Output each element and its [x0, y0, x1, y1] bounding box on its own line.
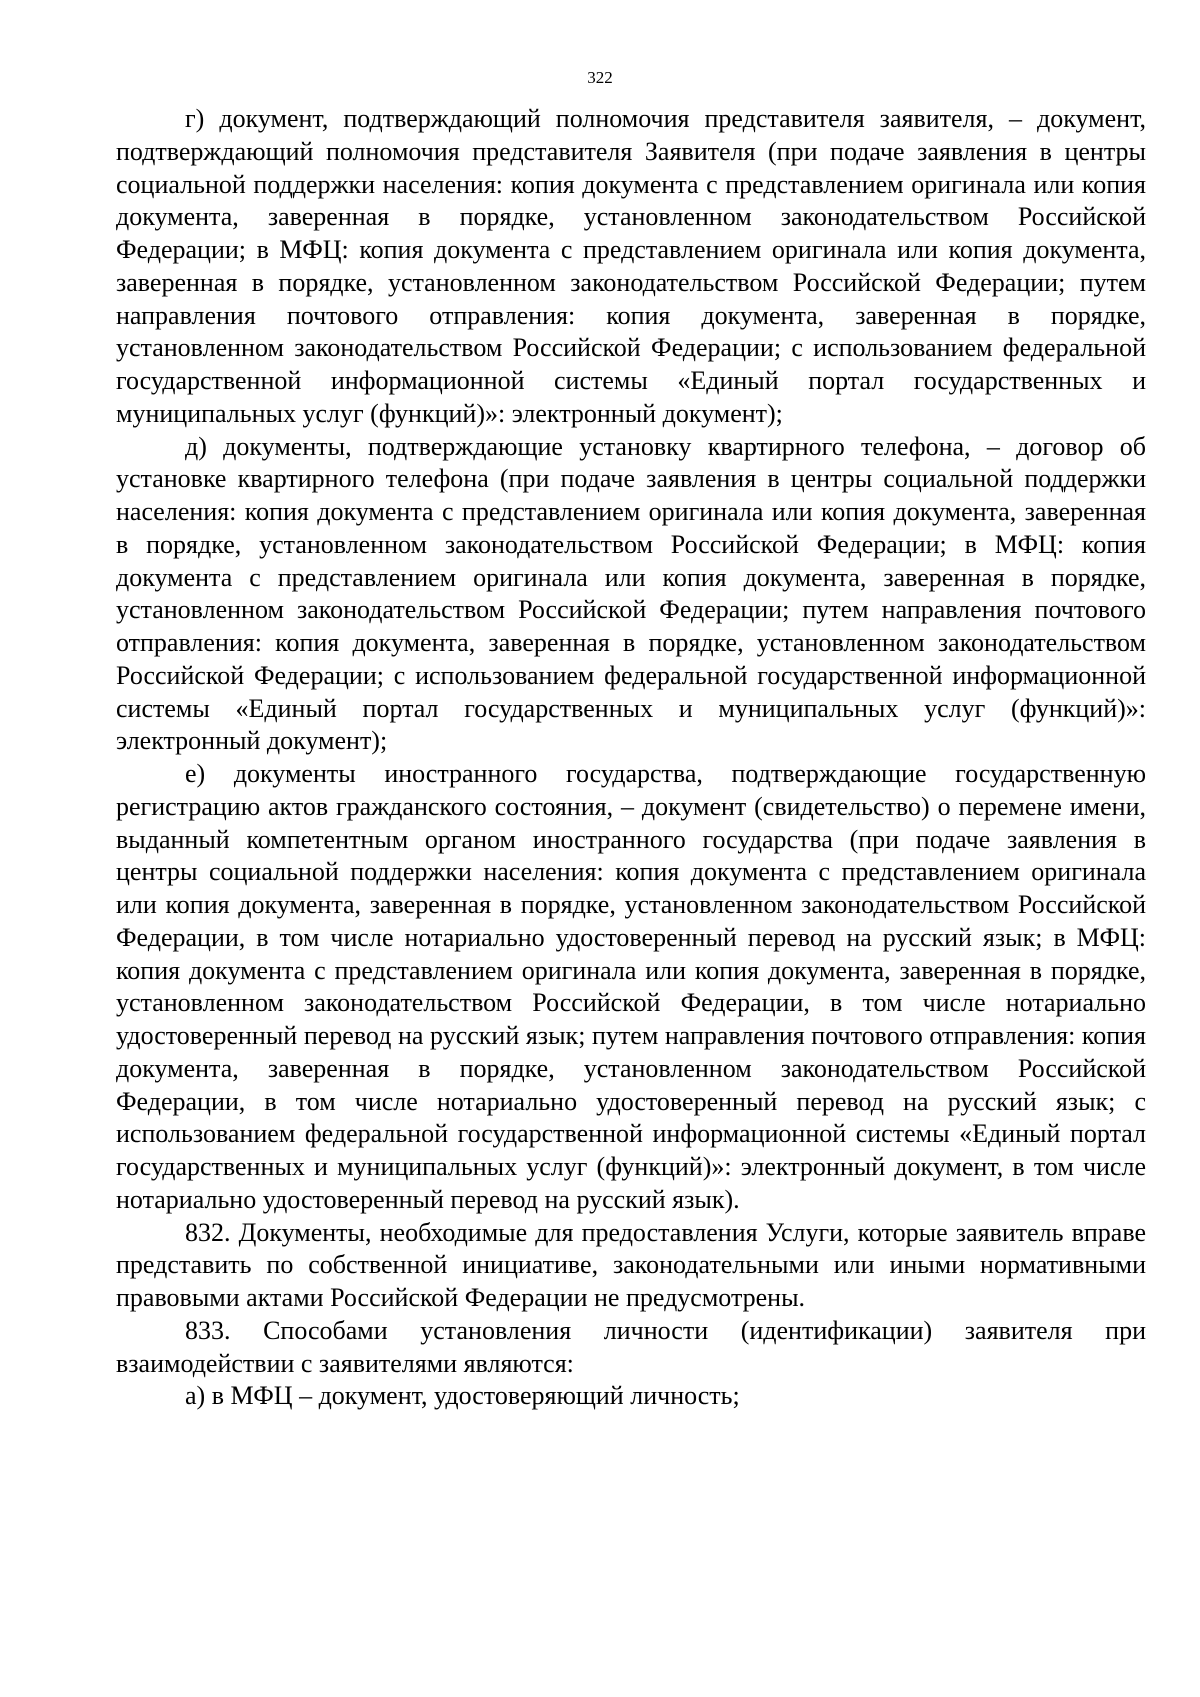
paragraph-g-representative-authority: г) документ, подтверждающий полномочия представителя заявителя, – документ, подтверждающий полномочия представителя Заявителя (при подаче заявления в центры социальной поддержки населения: копия документа с представлением оригинала или копия документа, заверенная в порядке, установленном законодательством Российской Федерации; в МФЦ: копия документа с представлением оригинала или копия документа, заверенная в порядке, установленном законодательством Российской Федерации; путем направления почтового отправления: копия документа, заверенная в порядке, установленном законодательством Российской Федерации; с использованием федеральной государственной информационной системы «Единый портал государственных и муниципальных услуг (функций)»: электронный документ);	[116, 104, 1146, 428]
paragraph-832-optional-documents: 832. Документы, необходимые для предоставления Услуги, которые заявитель вправе представить по собственной инициативе, законодательными или иными нормативными правовыми актами Российской Федерации не предусмотрены.	[116, 1217, 1146, 1312]
paragraph-e-foreign-state-documents: е) документы иностранного государства, подтверждающие государственную регистрацию актов гражданского состояния, – документ (свидетельство) о перемене имени, выданный компетентным органом иностранного государства (при подаче заявления в центры социальной поддержки населения: копия документа с представлением оригинала или копия документа, заверенная в порядке, установленном законодательством Российской Федерации, в том числе нотариально удостоверенный перевод на русский язык; в МФЦ: копия документа с представлением оригинала или копия документа, заверенная в порядке, установленном законодательством Российской Федерации, в том числе нотариально удостоверенный перевод на русский язык; путем направления почтового отправления: копия документа, заверенная в порядке, установленном законодательством Российской Федерации, в том числе нотариально удостоверенный перевод на русский язык; с использованием федеральной государственной информационной системы «Единый портал государственных и муниципальных услуг (функций)»: электронный документ, в том числе нотариально удостоверенный перевод на русский язык).	[116, 759, 1146, 1214]
page-number: 322	[587, 68, 613, 87]
paragraph-a-mfc-identity-document: а) в МФЦ – документ, удостоверяющий личность;	[185, 1381, 740, 1411]
paragraph-d-telephone-installation: д) документы, подтверждающие установку квартирного телефона, – договор об установке квартирного телефона (при подаче заявления в центры социальной поддержки населения: копия документа с представлением оригинала или копия документа, заверенная в порядке, установленном законодательством Российской Федерации; в МФЦ: копия документа с представлением оригинала или копия документа, заверенная в порядке, установленном законодательством Российской Федерации; путем направления почтового отправления: копия документа, заверенная в порядке, установленном законодательством Российской Федерации; с использованием федеральной государственной информационной системы «Единый портал государственных и муниципальных услуг (функций)»: электронный документ);	[116, 431, 1146, 756]
paragraph-833-identification-methods: 833. Способами установления личности (идентификации) заявителя при взаимодействии с заявителями являются:	[116, 1315, 1146, 1378]
document-body	[116, 103, 1146, 1413]
